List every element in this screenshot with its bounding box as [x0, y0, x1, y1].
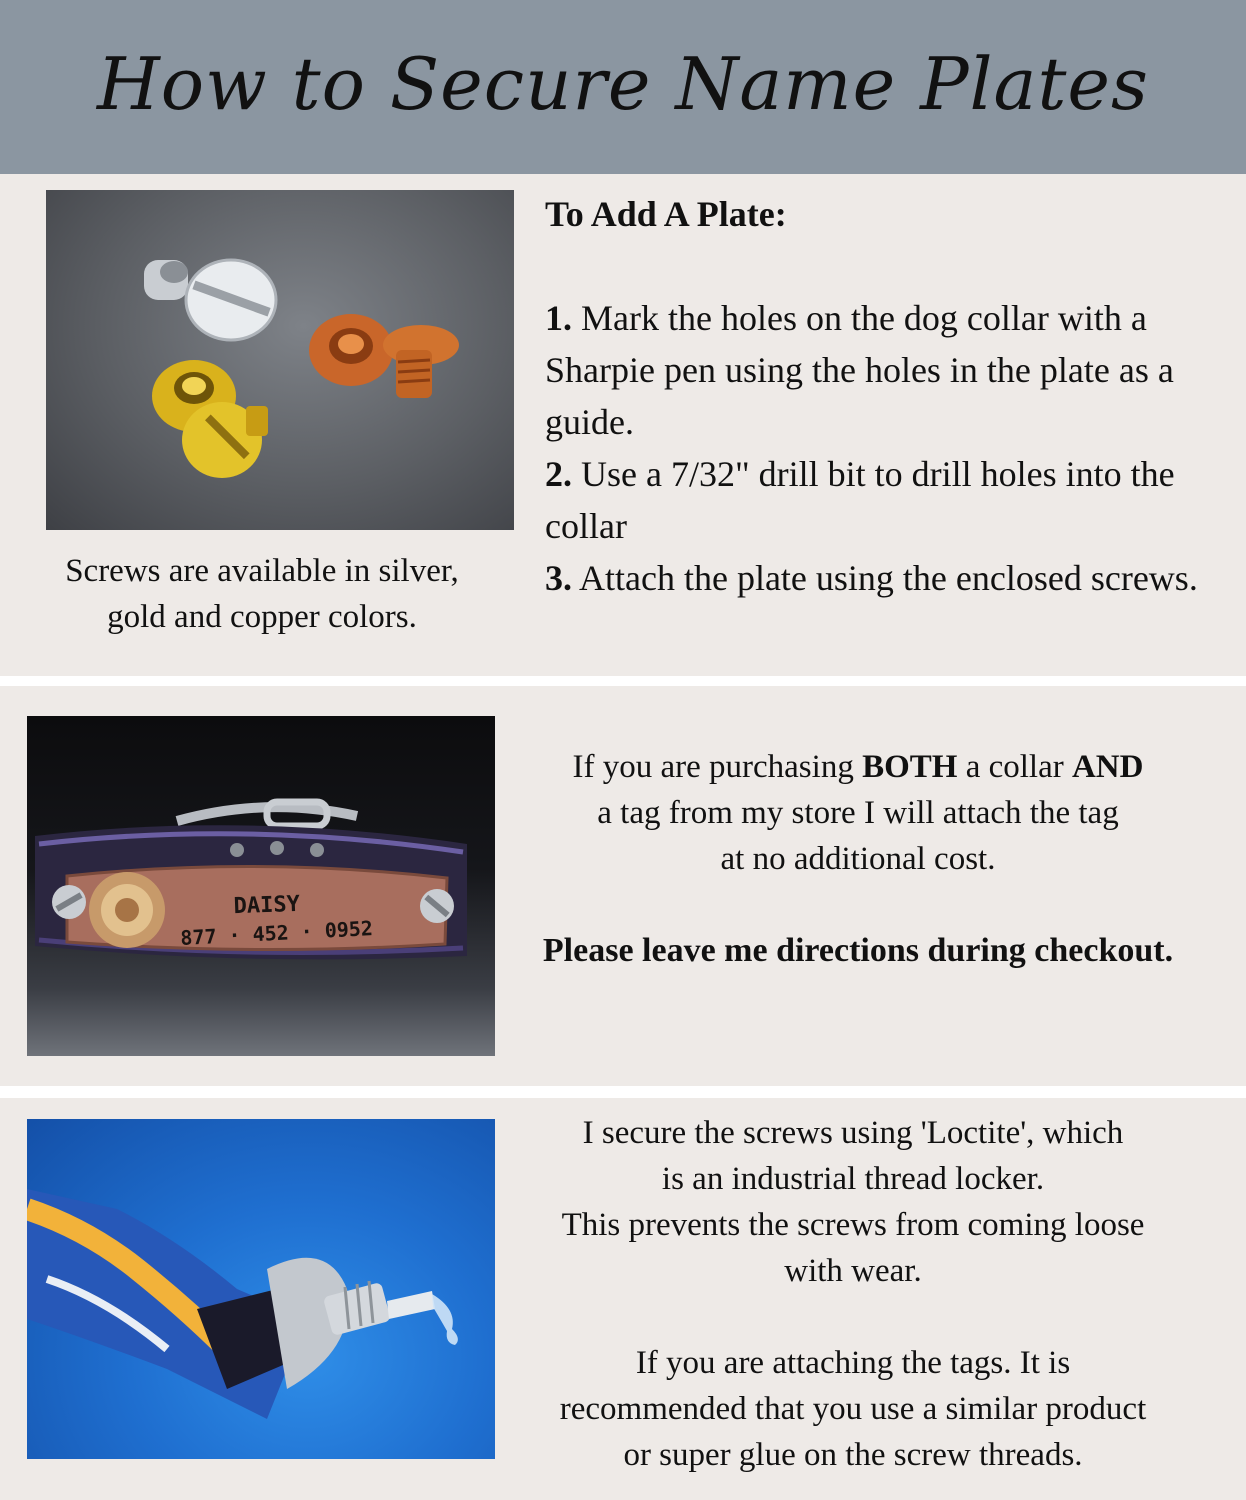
attach-service-section: [0, 686, 1246, 1086]
step-item: [545, 448, 1225, 552]
steps-list: [545, 188, 1225, 604]
step-item: [545, 292, 1225, 448]
step-text: Use a 7/32" drill bit to drill holes into the collar: [545, 454, 1175, 546]
steps-heading: To Add A Plate:: [545, 194, 787, 234]
loctite-line-6: recommended that you use a similar product: [559, 1391, 1147, 1427]
step-text: Attach the plate using the enclosed screws.: [572, 558, 1198, 598]
screws-photo: [46, 190, 514, 530]
collar-photo: [27, 716, 495, 1056]
plate-phone-text: 877 · 452 · 0952: [179, 915, 374, 951]
glue-photo: [27, 1119, 495, 1459]
screws-illustration: [46, 190, 514, 530]
caption-line-1: Screws are available in silver,: [65, 553, 459, 589]
checkout-note: Please leave me directions during checkout.: [542, 932, 1174, 969]
glue-tube-illustration: [27, 1119, 495, 1459]
service-line-3: at no additional cost.: [720, 841, 996, 877]
collar-service-text: [508, 744, 1208, 974]
page-header: [0, 0, 1246, 174]
step-number: 2.: [545, 454, 572, 494]
collar-illustration: [27, 716, 495, 1056]
loctite-section: [0, 1098, 1246, 1500]
loctite-line-2: is an industrial thread locker.: [661, 1161, 1045, 1197]
add-plate-section: [0, 174, 1246, 676]
loctite-text: [508, 1110, 1198, 1478]
service-text: a collar: [957, 749, 1072, 785]
loctite-line-4: with wear.: [784, 1253, 922, 1289]
loctite-line-7: or super glue on the screw threads.: [623, 1437, 1083, 1473]
step-number: 1.: [545, 298, 572, 338]
step-item: [545, 552, 1225, 604]
plate-name-text: DAISY: [233, 891, 301, 920]
step-number: 3.: [545, 558, 572, 598]
service-line-2: a tag from my store I will attach the tag: [597, 795, 1119, 831]
emphasis-and: AND: [1071, 749, 1144, 785]
service-line-1: [508, 744, 1208, 790]
caption-line-2: gold and copper colors.: [107, 599, 417, 635]
page-title: How to Secure Name Plates: [97, 42, 1149, 126]
emphasis-both: BOTH: [862, 749, 958, 785]
loctite-line-1: I secure the screws using 'Loctite', which: [582, 1115, 1124, 1151]
service-text: If you are purchasing: [572, 749, 863, 785]
screws-caption: [20, 548, 504, 640]
loctite-line-5: If you are attaching the tags. It is: [635, 1345, 1071, 1381]
loctite-line-3: This prevents the screws from coming loose: [561, 1207, 1145, 1243]
step-text: Mark the holes on the dog collar with a Sharpie pen using the holes in the plate as a guide.: [545, 298, 1174, 442]
